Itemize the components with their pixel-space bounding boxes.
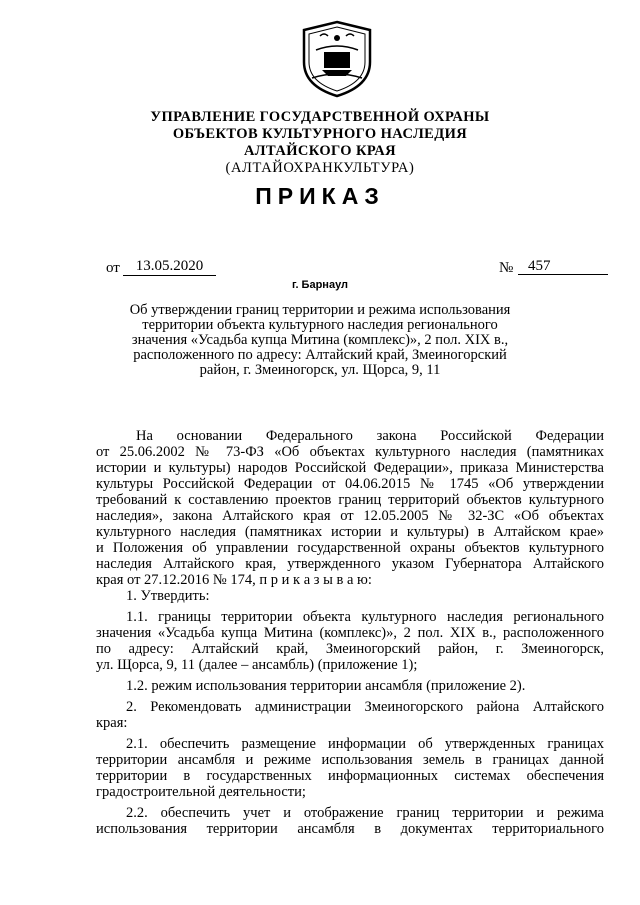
body-line: 1.1. границы территории объекта культурного наследия регионального — [126, 609, 604, 625]
body-line: по адресу: Алтайский край, Змеиногорский район, г. Змеиногорск, — [96, 641, 604, 657]
subject-line: значения «Усадьба купца Митина (комплекс)», 2 пол. XIX в., — [131, 332, 509, 348]
agency-name-line-1: УПРАВЛЕНИЕ ГОСУДАРСТВЕННОЙ ОХРАНЫ — [150, 109, 490, 125]
body-line: 1. Утвердить: — [126, 588, 210, 604]
body-line: 2.2. обеспечить учет и отображение границ территории и режима — [126, 805, 604, 821]
order-date: 13.05.2020 — [123, 258, 216, 276]
body-line: территории в государственных информационных системах обеспечения — [96, 768, 604, 784]
number-label: № — [499, 260, 514, 276]
order-subject — [0, 303, 640, 378]
body-line: края от 27.12.2016 № 174, п р и к а з ы в а ю: — [96, 572, 372, 588]
body-line: 1.2. режим использования территории ансамбля (приложение 2). — [126, 678, 526, 694]
body-line: наследия Алтайского края, утвержденного указом Губернатора Алтайского — [96, 556, 604, 572]
body-line: от 25.06.2002 № 73-ФЗ «Об объектах культурного наследия (памятниках — [96, 444, 604, 460]
body-line: значения «Усадьба купца Митина (комплекс)», 2 пол. XIX в., расположенного — [96, 625, 604, 641]
agency-name-line-3: АЛТАЙСКОГО КРАЯ — [243, 143, 397, 159]
body-line: градостроительной деятельности; — [96, 784, 306, 800]
body-line: края: — [96, 715, 128, 731]
body-line: культурного наследия (памятниках истории и культуры) в Алтайском крае» — [96, 524, 604, 540]
body-line: На основании Федерального закона Российской Федерации — [136, 428, 604, 444]
body-line: культуры Российской Федерации от 04.06.2015 № 1745 «Об утверждении — [96, 476, 604, 492]
subject-line: территории объекта культурного наследия регионального — [142, 317, 498, 333]
order-number: 457 — [518, 258, 608, 275]
body-line: истории и культуры) народов Российской Федерации», приказа Министерства — [96, 460, 604, 476]
agency-name-line-2: ОБЪЕКТОВ КУЛЬТУРНОГО НАСЛЕДИЯ — [172, 126, 468, 142]
subject-line: Об утверждении границ территории и режима использования — [129, 302, 511, 318]
body-line: использования территории ансамбля в документах территориального — [96, 821, 604, 837]
body-line: и Положения об управлении государственной охраны объектов культурного — [96, 540, 604, 556]
coat-of-arms-icon — [300, 20, 374, 98]
body-line: ул. Щорса, 9, 11 (далее – ансамбль) (приложение 1); — [96, 657, 418, 673]
body-line: требований к составлению проектов границ территорий объектов культурного — [96, 492, 604, 508]
body-line: наследия», закона Алтайского края от 12.05.2005 № 32-ЗС «Об объектах — [96, 508, 604, 524]
issue-city: г. Барнаул — [291, 279, 349, 291]
subject-line: район, г. Змеиногорск, ул. Щорса, 9, 11 — [199, 362, 441, 378]
document-type-title: ПРИКАЗ — [255, 183, 385, 209]
agency-short-name: (АЛТАЙОХРАНКУЛЬТУРА) — [225, 160, 415, 176]
subject-line: расположенного по адресу: Алтайский край, Змеиногорский — [133, 347, 507, 363]
date-label: от — [106, 260, 120, 276]
body-line: 2.1. обеспечить размещение информации об утвержденных границах — [126, 736, 604, 752]
body-line: 2. Рекомендовать администрации Змеиногорского района Алтайского — [126, 699, 604, 715]
order-body — [96, 428, 604, 837]
body-line: территории ансамбля и режиме использования земель в границах данной — [96, 752, 604, 768]
